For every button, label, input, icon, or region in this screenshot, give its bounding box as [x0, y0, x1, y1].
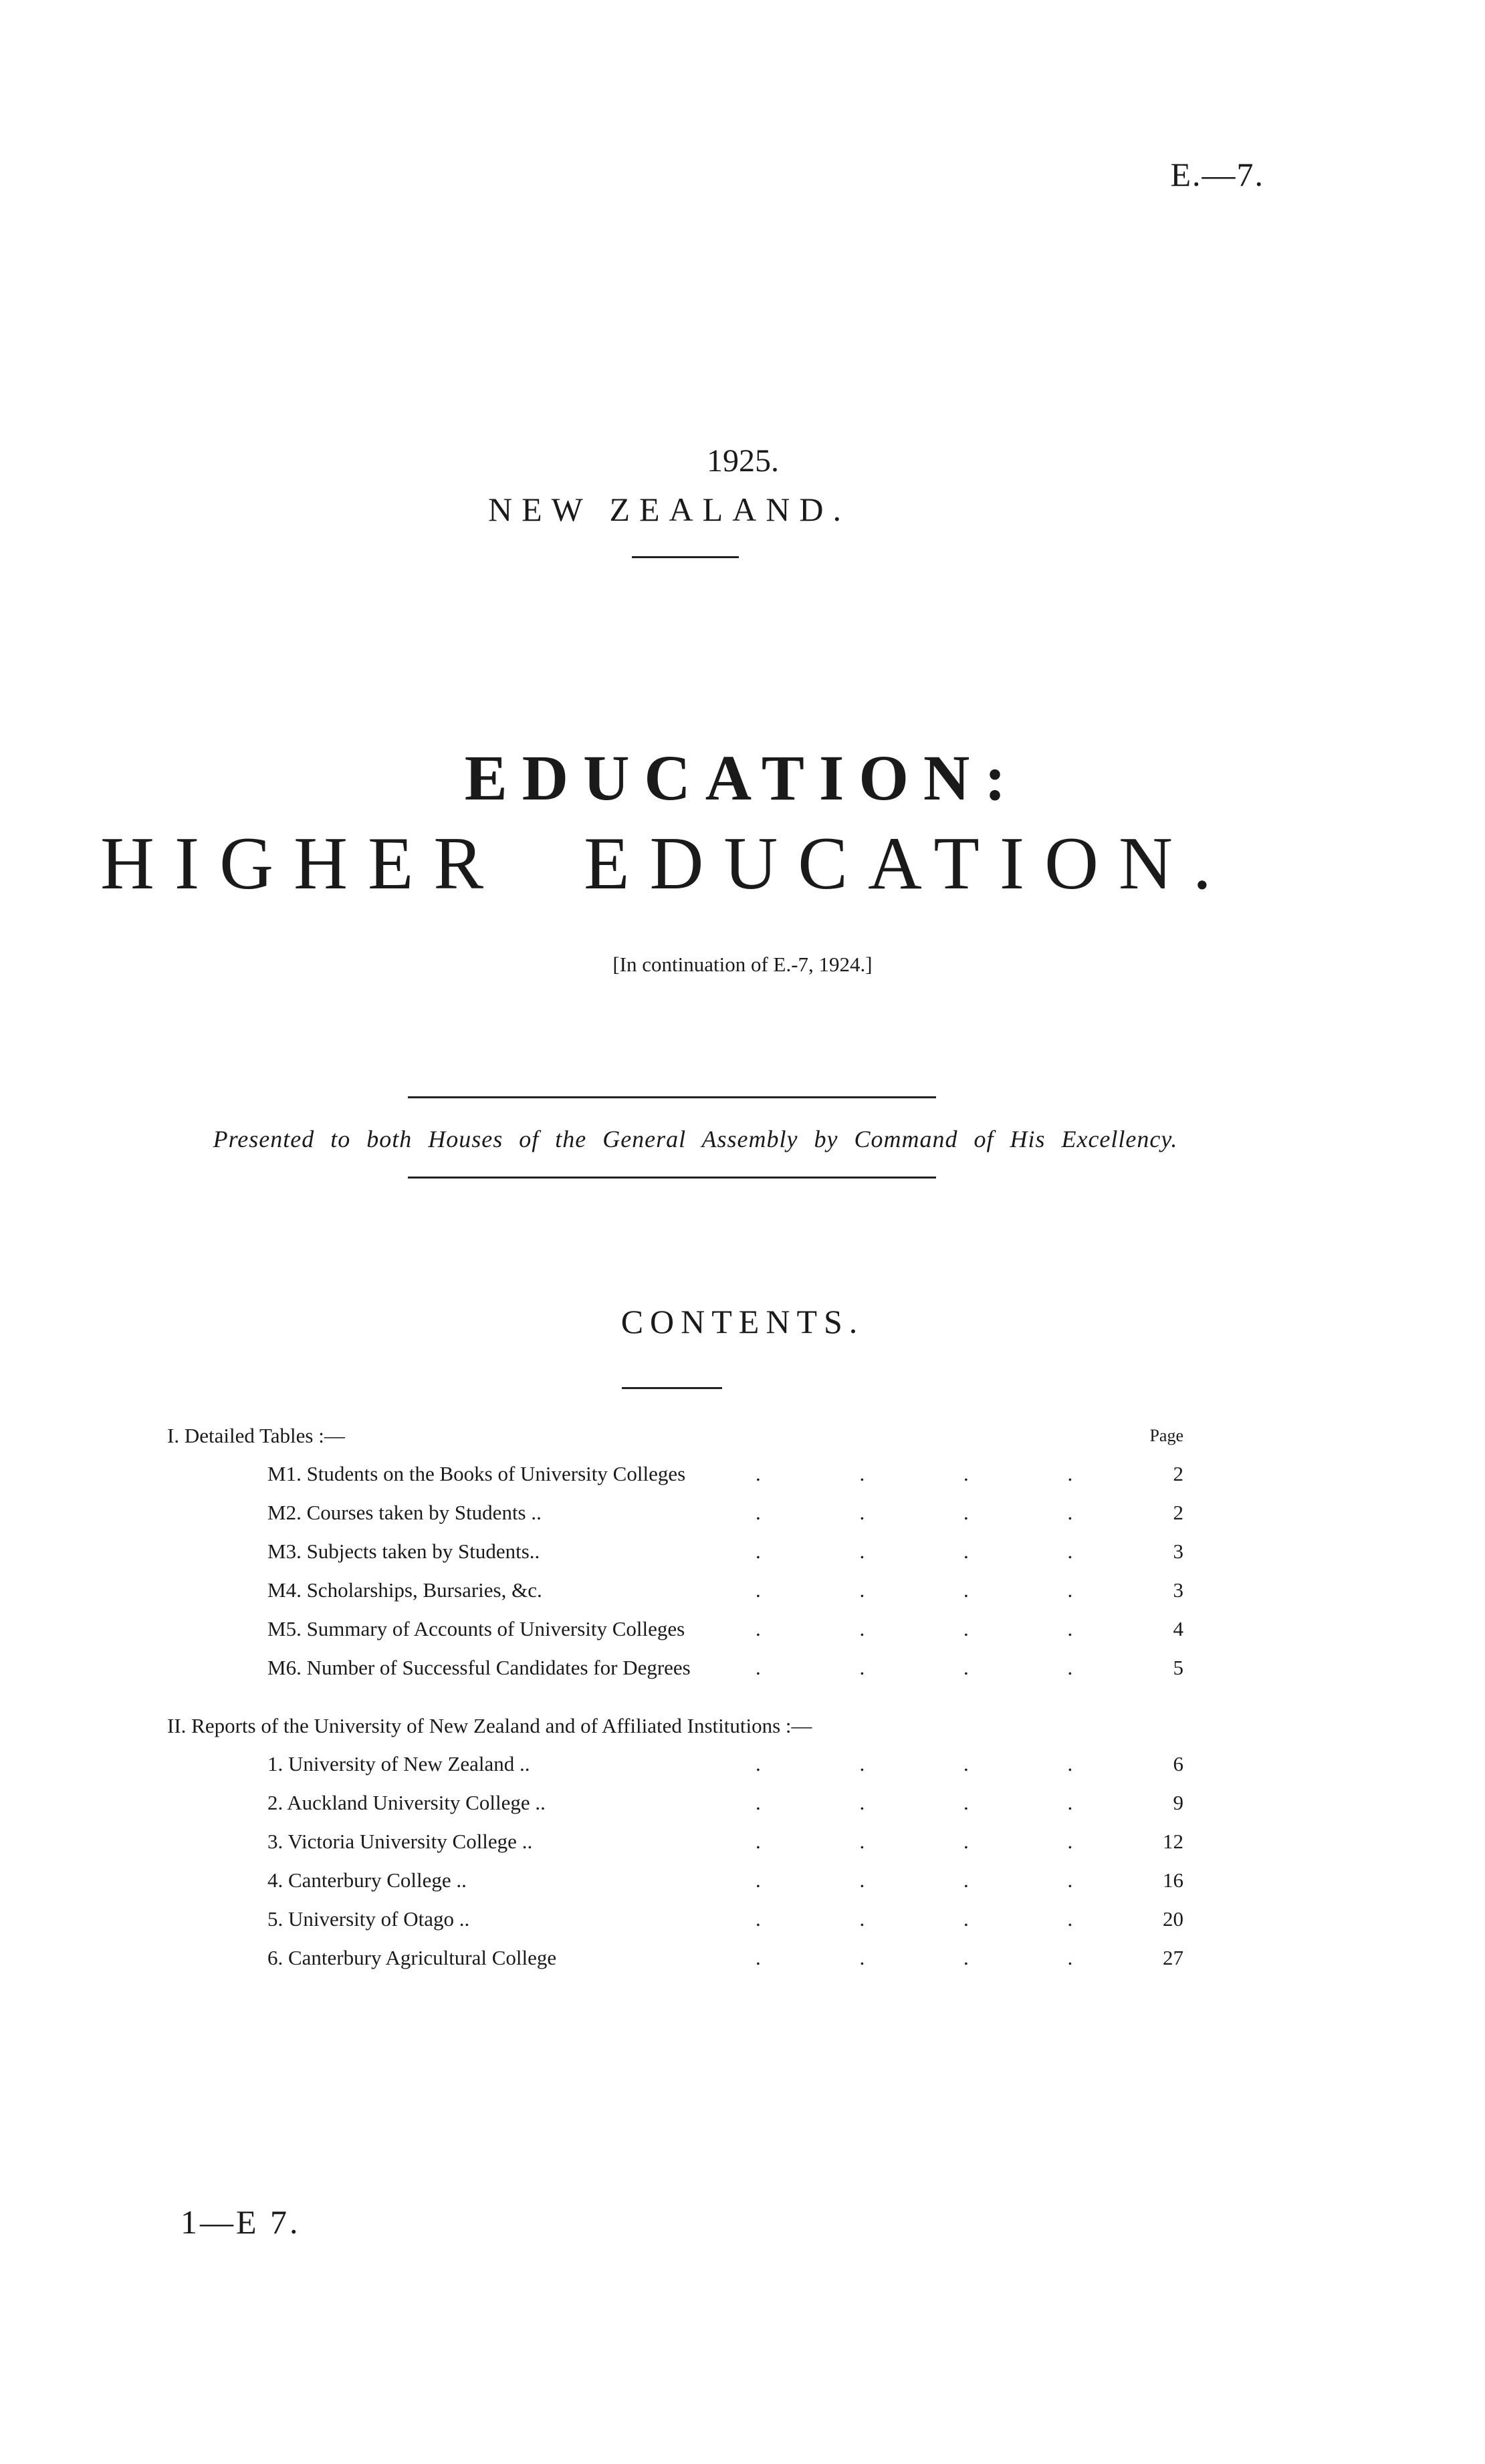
toc-item: 5. University of Otago .. . . . . 20: [167, 1900, 1183, 1939]
contents-title: CONTENTS.: [620, 1303, 865, 1340]
toc-item-label: 5. University of Otago ..: [267, 1907, 470, 1931]
page-column-label: Page: [1149, 1426, 1183, 1445]
toc-item: M2. Courses taken by Students .. . . . . 2: [167, 1493, 1183, 1532]
continuation-note: [In continuation of E.-7, 1924.]: [612, 953, 873, 976]
toc-item-label: M6. Number of Successful Candidates for Degrees: [267, 1656, 691, 1679]
toc-item-label: 1. University of New Zealand ..: [267, 1752, 530, 1775]
toc-item: M6. Number of Successful Candidates for Degrees . . . . 5: [167, 1648, 1183, 1687]
divider-rule: [408, 1096, 936, 1098]
country-name: NEW ZEALAND.: [488, 491, 850, 528]
toc-item: M1. Students on the Books of University Colleges . . . . 2: [167, 1455, 1183, 1493]
toc-item: 4. Canterbury College .. . . . . 16: [167, 1861, 1183, 1900]
toc-item: 6. Canterbury Agricultural College . . . . 27: [167, 1939, 1183, 1977]
toc-section: [167, 1417, 1183, 1455]
sub-heading-word-2: EDUCATION.: [584, 822, 1232, 905]
toc-item-page: 3: [1173, 1539, 1183, 1563]
toc-item-page: 27: [1163, 1946, 1183, 1969]
toc-item: M3. Subjects taken by Students.. . . . . 3: [167, 1532, 1183, 1571]
toc-item: 1. University of New Zealand .. . . . . 6: [167, 1745, 1183, 1783]
toc-item-label: M2. Courses taken by Students ..: [267, 1501, 542, 1524]
toc-item-page: 4: [1173, 1617, 1183, 1640]
toc-item-page: 12: [1163, 1830, 1183, 1853]
divider-rule: [408, 1177, 936, 1179]
divider-rule: [632, 556, 739, 558]
presented-statement: Presented to both Houses of the General Assembly by Command of His Excellency.: [213, 1126, 1178, 1152]
toc-item: 3. Victoria University College .. . . . . 12: [167, 1822, 1183, 1861]
toc-item-label: M1. Students on the Books of University Colleges: [267, 1462, 686, 1485]
toc-item-page: 9: [1173, 1791, 1183, 1814]
table-of-contents: [167, 1417, 1183, 1977]
sub-heading-word-1: HIGHER: [100, 822, 504, 905]
toc-item-page: 2: [1173, 1462, 1183, 1485]
toc-item-label: M3. Subjects taken by Students..: [267, 1539, 540, 1563]
toc-item-page: 20: [1163, 1907, 1183, 1931]
toc-item-label: M5. Summary of Accounts of University Colleges: [267, 1617, 685, 1640]
toc-item: M4. Scholarships, Bursaries, &c. . . . . 3: [167, 1571, 1183, 1610]
toc-item-page: 16: [1163, 1868, 1183, 1892]
toc-section-label: I. Detailed Tables :—: [167, 1424, 345, 1447]
toc-item-label: 6. Canterbury Agricultural College: [267, 1946, 557, 1969]
toc-item-label: 4. Canterbury College ..: [267, 1868, 467, 1892]
toc-item: 2. Auckland University College .. . . . . 9: [167, 1783, 1183, 1822]
toc-item-page: 2: [1173, 1501, 1183, 1524]
toc-item-label: M4. Scholarships, Bursaries, &c.: [267, 1578, 542, 1602]
toc-item-label: 2. Auckland University College ..: [267, 1791, 546, 1814]
toc-item-page: 5: [1173, 1656, 1183, 1679]
page-reference: E.—7.: [1170, 156, 1264, 193]
toc-section: [167, 1707, 1183, 1745]
year: 1925.: [707, 443, 779, 479]
toc-item-page: 3: [1173, 1578, 1183, 1602]
toc-item-label: 3. Victoria University College ..: [267, 1830, 533, 1853]
sub-heading: [100, 821, 1290, 907]
printer-signature: 1—E 7.: [181, 2203, 301, 2241]
main-heading: EDUCATION:: [464, 742, 1021, 814]
toc-section-label: II. Reports of the University of New Zealand and of Affiliated Institutions :—: [167, 1714, 812, 1737]
toc-item-page: 6: [1173, 1752, 1183, 1775]
toc-item: M5. Summary of Accounts of University Colleges . . . . 4: [167, 1610, 1183, 1648]
divider-rule: [622, 1387, 722, 1389]
